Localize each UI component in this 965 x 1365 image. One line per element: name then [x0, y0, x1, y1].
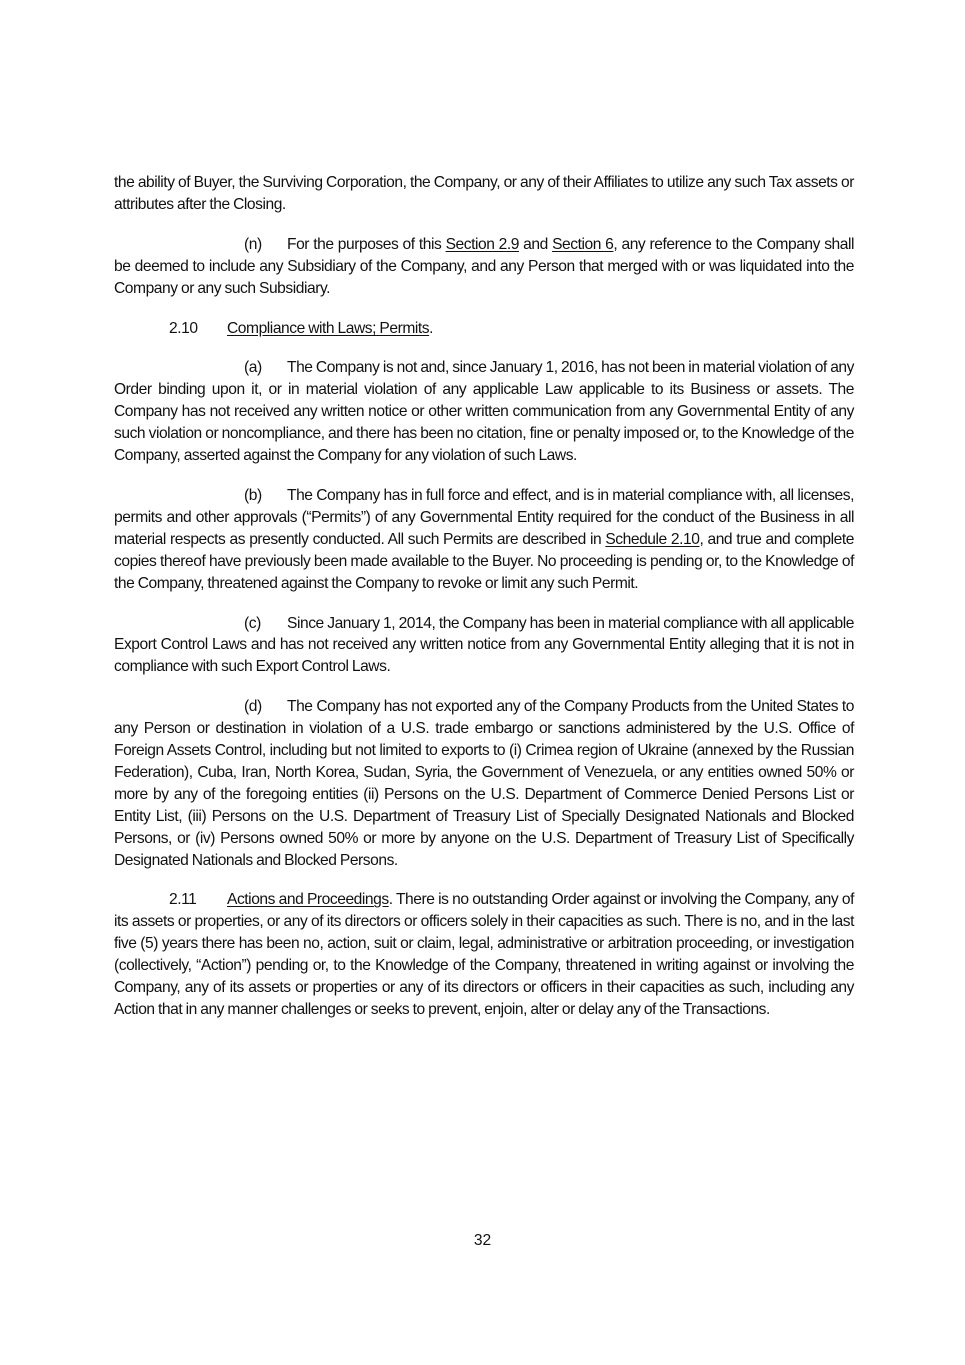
- paragraph-a-label: (a): [244, 359, 262, 377]
- section-2-10-suffix: .: [429, 319, 433, 337]
- paragraph-n-text-1: For the purposes of this: [287, 235, 446, 253]
- schedule-2-10-link[interactable]: Schedule 2.10: [605, 530, 700, 548]
- paragraph-n-text-3: , any reference to the Company shall be deemed to include any Subsidiary of the Company, and any Person that merged with or was liquidated into the Company or any such Subsidiary.: [114, 235, 855, 297]
- paragraph-c-text: Since January 1, 2014, the Company has been in material compliance with all applicable Export Control Laws and has not received any written notice from any Governmental Entity alleging that it is not in compliance with such Export Control Laws.: [114, 614, 854, 676]
- continuation-paragraph: [114, 172, 854, 216]
- paragraph-c-label: (c): [244, 614, 261, 632]
- paragraph-n: [114, 234, 854, 300]
- paragraph-a-text: The Company is not and, since January 1, 2016, has not been in material violation of any Order binding upon it, or in material violation of any applicable Law applicable to its Business or assets. The Company has not received any written notice or other written communication from any Governmental Entity of any such violation or noncompliance, and there has been no citation, fine or penalty imposed or, to the Knowledge of the Company, asserted against the Company for any violation of such Laws.: [114, 359, 854, 465]
- section-6-link[interactable]: Section 6: [552, 235, 614, 253]
- paragraph-b-label: (b): [244, 486, 262, 504]
- page-body: [114, 172, 854, 1039]
- section-2-11-title: Actions and Proceedings: [227, 891, 389, 909]
- paragraph-b: [114, 485, 854, 595]
- continuation-text: the ability of Buyer, the Surviving Corporation, the Company, or any of their Affiliates to utilize any such Tax assets or attributes after the Closing.: [114, 174, 854, 213]
- section-2-11-number: 2.11: [169, 891, 197, 909]
- section-2-9-link[interactable]: Section 2.9: [445, 235, 519, 253]
- paragraph-b-text-2: , and true and complete copies thereof have previously been made available to the Buyer. No proceeding is pending or, to the Knowledge of the Company, threatened against the Company to revoke or limit any such Permit.: [114, 530, 854, 592]
- section-2-10-title: Compliance with Laws; Permits: [227, 319, 430, 337]
- paragraph-n-text-2: and: [518, 235, 553, 253]
- paragraph-b-text-1: The Company has in full force and effect, and is in material compliance with, all licenses, permits and other approvals (“Permits”) of any Governmental Entity required for the conduct of the Business in all material respects as presently conducted. All such Permits are described in: [114, 486, 854, 548]
- paragraph-d-text: The Company has not exported any of the Company Products from the United States to any Person or destination in violation of a U.S. trade embargo or sanctions administered by the U.S. Office of Foreign Assets Control, including but not limited to exports to (i) Crimea region of Ukraine (annexed by the Russian Federation), Cuba, Iran, North Korea, Sudan, Syria, the Government of Venezuela, or any entities owned 50% or more by any of the foregoing entities (ii) Persons on the U.S. Department of Commerce Denied Persons List or Entity List, (iii) Persons on the U.S. Department of Treasury List of Specially Designated Nationals and Blocked Persons, or (iv) Persons owned 50% or more by anyone on the U.S. Department of Treasury List of Specifically Designated Nationals and Blocked Persons.: [114, 698, 854, 869]
- section-2-11-text: . There is no outstanding Order against or involving the Company, any of its assets or properties, or any of its directors or officers solely in their capacities as such. There is no, and in the last five (5) years there has been no, action, suit or claim, legal, administrative or arbitration proceeding, or investigation (collectively, “Action”) pending or, to the Knowledge of the Company, threatened in writing against or involving the Company, any of its assets or properties or any of its directors or officers in their capacities as such, including any Action that in any manner challenges or seeks to prevent, enjoin, alter or delay any of the Transactions.: [114, 891, 854, 1018]
- paragraph-c: [114, 613, 854, 679]
- paragraph-a: [114, 357, 854, 467]
- section-2-10-heading: [114, 318, 854, 340]
- paragraph-n-label: (n): [244, 235, 262, 253]
- paragraph-d: [114, 696, 854, 871]
- paragraph-d-label: (d): [244, 698, 262, 716]
- page-number: 32: [473, 1232, 492, 1249]
- section-2-10-number: 2.10: [169, 319, 198, 337]
- section-2-11-paragraph: [114, 889, 854, 1020]
